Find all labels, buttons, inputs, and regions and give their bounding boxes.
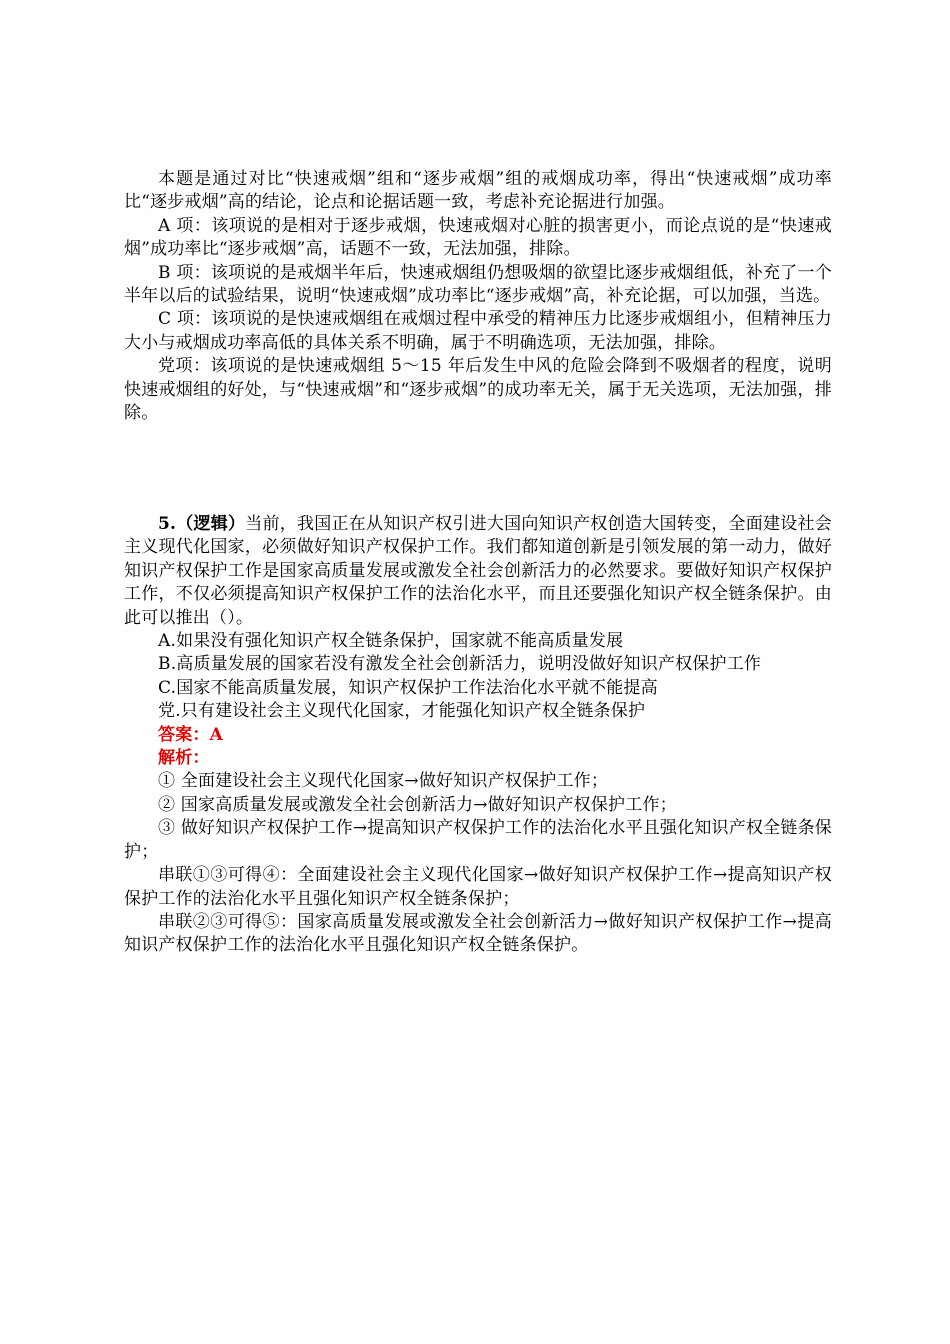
question-5-section <box>124 513 832 958</box>
analysis-step-2: ② 国家高质量发展或激发全社会创新活力→做好知识产权保护工作； <box>158 794 677 815</box>
analysis-step-4: 串联①③可得④：全面建设社会主义现代化国家→做好知识产权保护工作→提高知识产权保护工作的法治化水平且强化知识产权全链条保护； <box>124 865 832 909</box>
analysis-step-5: 串联②③可得⑤：国家高质量发展或激发全社会创新活力→做好知识产权保护工作→提高知识产权保护工作的法治化水平且强化知识产权全链条保护。 <box>124 911 832 956</box>
analysis-label: 解析： <box>158 748 210 769</box>
question-text: 当前，我国正在从知识产权引进大国向知识产权创造大国转变，全面建设社会主义现代化国家，必须做好知识产权保护工作。我们都知道创新是引领发展的第一动力，做好知识产权保护工作是国家高质量发展或激发全社会创新活力的必然要求。要做好知识产权保护工作，不仅必须提高知识产权保护工作的法治化水平，而且还要强化知识产权全链条保护。由此可以推出（）。 <box>124 514 832 628</box>
analysis-intro-paragraph: 本题是通过对比“快速戒烟”组和“逐步戒烟”组的戒烟成功率，得出“快速戒烟”成功率比“逐步戒烟”高的结论，论点和论据话题一致，考虑补充论据进行加强。 <box>124 169 832 213</box>
question-number: 5.（逻辑） <box>158 514 246 534</box>
option-c-analysis: C 项：该项说的是快速戒烟组在戒烟过程中承受的精神压力比逐步戒烟组小，但精神压力大小与戒烟成功率高低的具体关系不明确，属于不明确选项，无法加强，排除。 <box>124 309 832 353</box>
analysis-step-3: ③ 做好知识产权保护工作→提高知识产权保护工作的法治化水平且强化知识产权全链条保护； <box>124 818 832 862</box>
choice-d: 党.只有建设社会主义现代化国家，才能强化知识产权全链条保护 <box>158 701 646 722</box>
option-d-analysis: 党项：该项说的是快速戒烟组 5～15 年后发生中风的危险会降到不吸烟者的程度，说明快速戒烟组的好处，与“快速戒烟”和“逐步戒烟”的成功率无关，属于无关选项，无法加强，排除。 <box>124 356 832 424</box>
choice-b: B.高质量发展的国家若没有激发全社会创新活力，说明没做好知识产权保护工作 <box>158 654 762 675</box>
question-stem <box>124 513 832 630</box>
choice-c: C.国家不能高质量发展，知识产权保护工作法治化水平就不能提高 <box>158 677 658 698</box>
previous-analysis-section <box>124 168 832 425</box>
option-b-analysis: B 项：该项说的是戒烟半年后，快速戒烟组仍想吸烟的欲望比逐步戒烟组低，补充了一个半年以后的试验结果，说明“快速戒烟”成功率比“逐步戒烟”高，补充论据，可以加强，当选。 <box>124 262 832 307</box>
choice-a: A.如果没有强化知识产权全链条保护，国家就不能高质量发展 <box>158 631 624 652</box>
option-a-analysis: A 项：该项说的是相对于逐步戒烟，快速戒烟对心脏的损害更小，而论点说的是“快速戒烟”成功率比“逐步戒烟”高，话题不一致，无法加强，排除。 <box>124 215 832 260</box>
analysis-step-1: ① 全面建设社会主义现代化国家→做好知识产权保护工作； <box>158 771 609 792</box>
answer-label: 答案：A <box>158 724 223 745</box>
